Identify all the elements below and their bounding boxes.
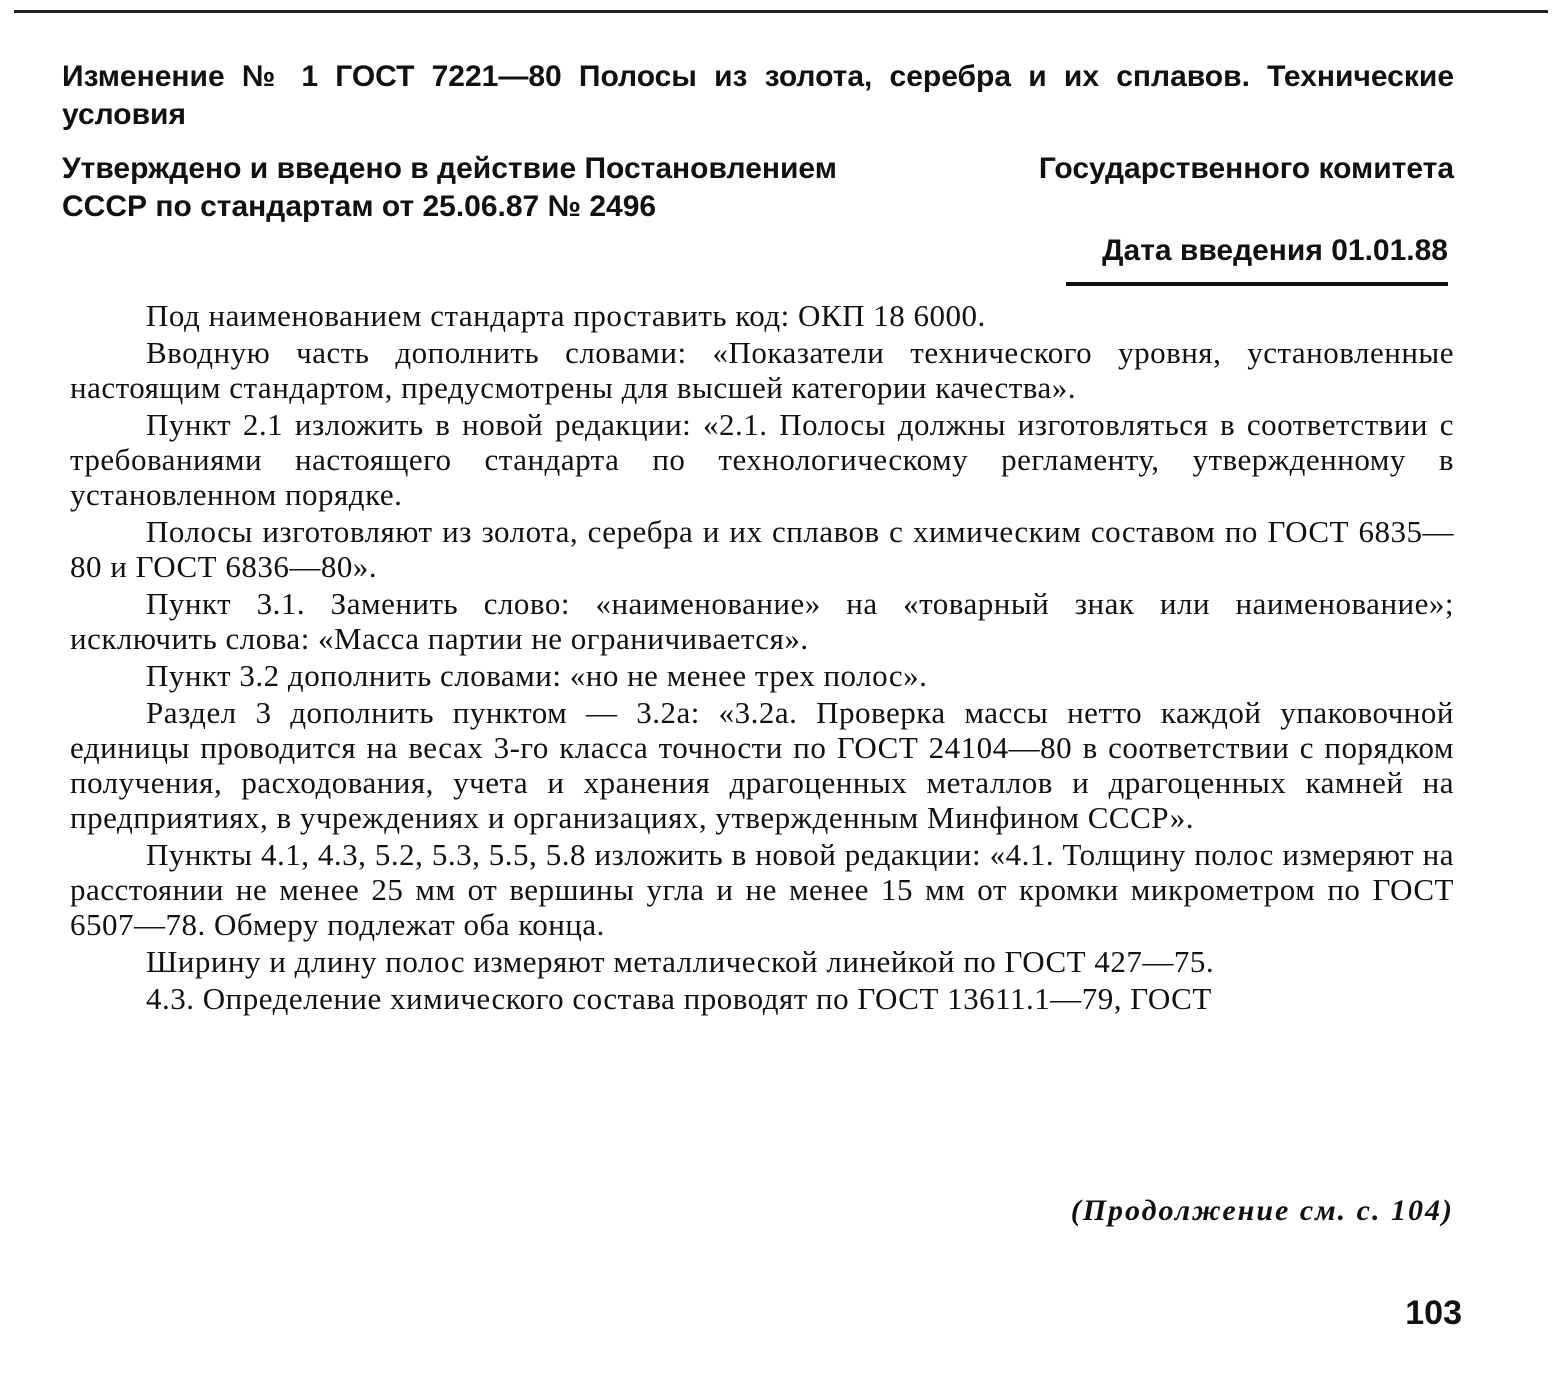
paragraph-chemical-composition: Полосы изготовляют из золота, серебра и их сплавов с химическим составом по ГОСТ 6835—80 и ГОСТ 6836—80». — [70, 514, 1454, 584]
paragraph-width-length: Ширину и длину полос измеряют металлической линейкой по ГОСТ 427—75. — [146, 944, 1215, 979]
paragraph-clause-4-3: 4.3. Определение химического состава проводят по ГОСТ 13611.1—79, ГОСТ — [146, 981, 1212, 1016]
document-title: Изменение № 1 ГОСТ 7221—80 Полосы из золота, серебра и их сплавов. Технические условия — [62, 60, 1454, 131]
approval-statement — [62, 150, 1454, 226]
continuation-note: (Продолжение см. с. 104) — [1070, 1194, 1454, 1227]
effective-date-row — [62, 232, 1454, 286]
paragraph-clause-2-1: Пункт 2.1 изложить в новой редакции: «2.1. Полосы должны изготовляться в соответствии с требованиями настоящего стандарта по технологическому регламенту, утвержденному в установленном порядке. — [70, 407, 1454, 512]
document-body — [70, 298, 1454, 1018]
approval-line-1-left: Утверждено и введено в действие Постановлением — [62, 152, 837, 185]
page-number: 103 — [1405, 1294, 1462, 1332]
effective-date: Дата введения 01.01.88 — [1066, 232, 1448, 286]
paragraph-introduction: Вводную часть дополнить словами: «Показатели технического уровня, установленные настоящим стандартом, предусмотрены для высшей категории качества». — [70, 335, 1454, 405]
paragraph-okp-code: Под наименованием стандарта проставить код: ОКП 18 6000. — [146, 298, 986, 333]
document-header — [62, 58, 1454, 286]
paragraph-clauses-4-5: Пункты 4.1, 4.3, 5.2, 5.3, 5.5, 5.8 изложить в новой редакции: «4.1. Толщину полос измеряют на расстоянии не менее 25 мм от вершины угла и не менее 15 мм от кромки микрометром по ГОСТ 6507—78. Обмеру подлежат оба конца. — [70, 837, 1454, 942]
paragraph-clause-3-2a: Раздел 3 дополнить пунктом — 3.2а: «3.2а. Проверка массы нетто каждой упаковочной единицы проводится на весах 3-го класса точности по ГОСТ 24104—80 в соответствии с порядком получения, расходования, учета и хранения драгоценных металлов и драгоценных камней на предприятиях, в учреждениях и организациях, утвержденным Минфином СССР». — [70, 695, 1454, 835]
approval-line-1-right: Государственного комитета — [1038, 152, 1454, 185]
approval-line-2: СССР по стандартам от 25.06.87 № 2496 — [62, 190, 657, 223]
top-rule — [14, 10, 1548, 13]
paragraph-clause-3-2: Пункт 3.2 дополнить словами: «но не менее трех полос». — [146, 658, 928, 693]
approval-line-1 — [62, 150, 1454, 188]
paragraph-clause-3-1: Пункт 3.1. Заменить слово: «наименование» на «товарный знак или наименование»; исключить слова: «Масса партии не ограничивается». — [70, 586, 1454, 656]
